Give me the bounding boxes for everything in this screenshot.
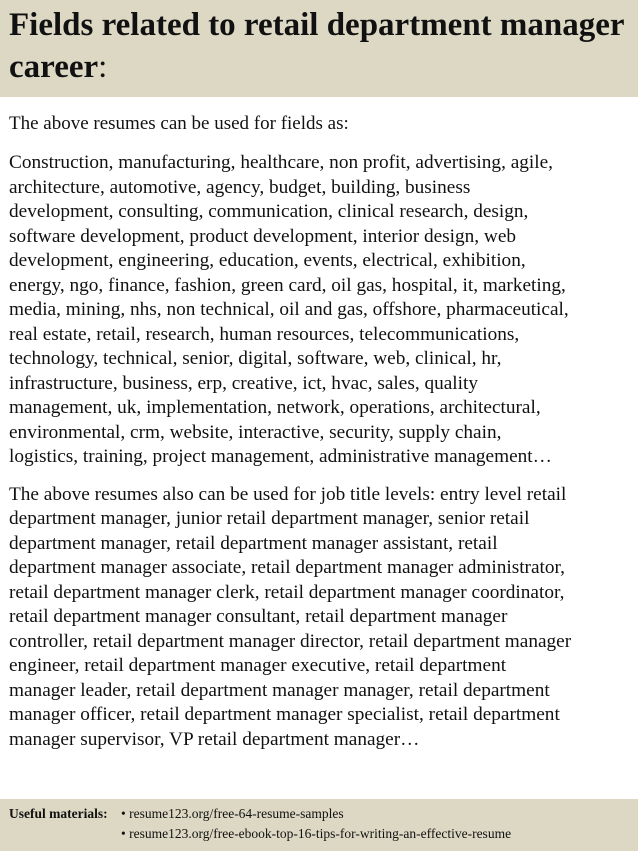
levels-paragraph [9,483,634,753]
fields-line: real estate, retail, research, human resources, telecommunications, [9,323,520,345]
levels-line: department manager, junior retail department manager, senior retail [9,508,530,529]
page-title-colon: : [98,49,108,85]
levels-line: engineer, retail department manager executive, retail department [9,655,507,676]
fields-line: Construction, manufacturing, healthcare, non profit, advertising, agile, [9,152,553,173]
footer-label [9,804,121,824]
levels-line: manager supervisor, VP retail department manager… [9,728,420,750]
footer-label-colon: : [103,806,108,821]
main-content [9,112,634,752]
levels-line: controller, retail department manager director, retail department manager [9,630,572,652]
fields-line: development, engineering, education, events, electrical, exhibition, [9,250,526,271]
page-title [9,4,629,88]
footer-row [9,804,638,824]
resume-samples-link[interactable]: • resume123.org/free-64-resume-samples [121,806,344,821]
levels-line: department manager associate, retail department manager administrator, [9,557,566,578]
footer-label-text: Useful materials [9,806,104,821]
fields-line: technology, technical, senior, digital, software, web, clinical, hr, [9,348,502,369]
levels-line: department manager, retail department manager assistant, retail [9,532,498,554]
fields-line: energy, ngo, finance, fashion, green card, oil gas, hospital, it, marketing, [9,274,566,296]
levels-line: manager officer, retail department manager specialist, retail department [9,704,560,725]
fields-paragraph [9,151,634,470]
fields-line: architecture, automotive, agency, budget, building, business [9,176,471,198]
fields-line: infrastructure, business, erp, creative, ict, hvac, sales, quality [9,372,479,394]
levels-line: retail department manager clerk, retail department manager coordinator, [9,581,565,603]
levels-line: retail department manager consultant, retail department manager [9,606,508,627]
page-title-text: Fields related to retail department manager career [9,7,624,85]
fields-line: environmental, crm, website, interactive, security, supply chain, [9,421,502,443]
levels-line: manager leader, retail department manager manager, retail department [9,679,550,701]
fields-line: management, uk, implementation, network, operations, architectural, [9,397,541,418]
intro-text: The above resumes can be used for fields as: [9,113,349,134]
footer-row [9,824,638,844]
fields-line: development, consulting, communication, clinical research, design, [9,201,529,222]
title-band [0,0,638,97]
fields-line: media, mining, nhs, non technical, oil and gas, offshore, pharmaceutical, [9,299,569,320]
levels-line: The above resumes also can be used for job title levels: entry level retail [9,483,567,505]
fields-line: logistics, training, project management, administrative management… [9,446,552,467]
fields-line: software development, product development, interior design, web [9,225,517,247]
footer-label-spacer [9,824,121,844]
footer-band [0,799,638,851]
ebook-tips-link[interactable]: • resume123.org/free-ebook-top-16-tips-for-writing-an-effective-resume [121,826,512,841]
